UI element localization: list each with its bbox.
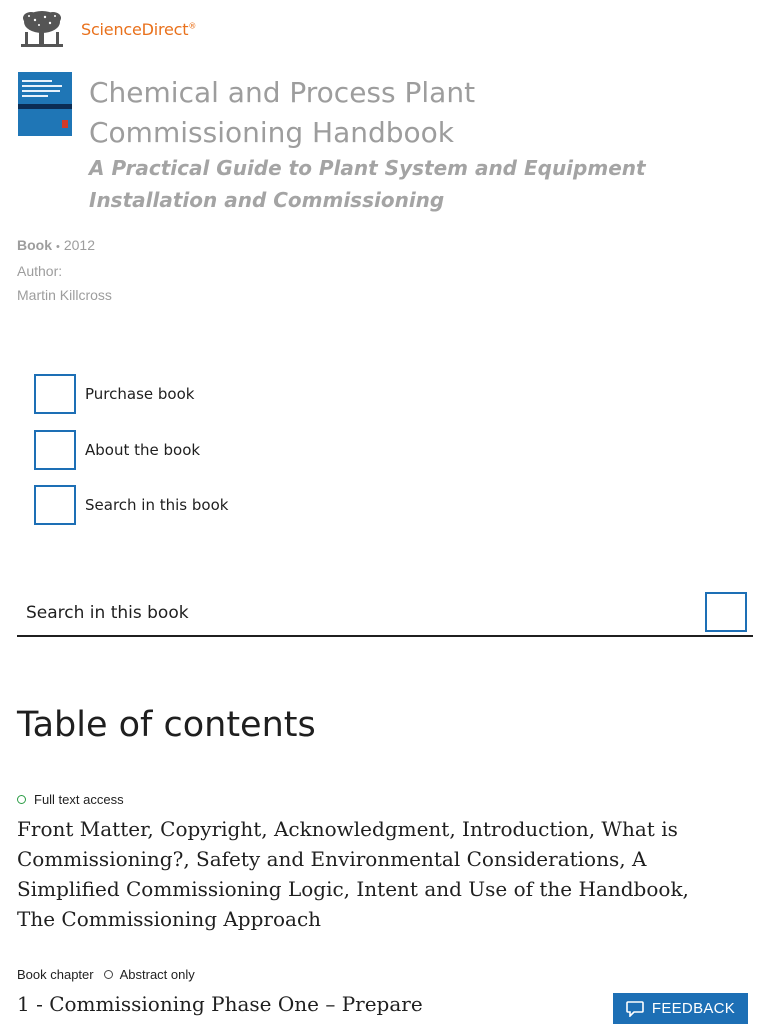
feedback-label: FEEDBACK	[651, 1000, 736, 1017]
book-subtitle: A Practical Guide to Plant System and Equipment Installation and Commissioning	[89, 156, 646, 212]
book-search-bar	[17, 590, 753, 637]
book-type: Book	[17, 237, 52, 253]
site-header	[17, 8, 196, 50]
elsevier-tree-icon[interactable]	[17, 8, 67, 50]
speech-bubble-icon	[626, 1001, 644, 1017]
book-year: 2012	[63, 237, 96, 253]
toc-heading: Table of contents	[17, 705, 316, 745]
access-label: Full text access	[34, 792, 124, 807]
full-text-access-badge	[17, 792, 124, 807]
chapter-meta	[17, 967, 195, 982]
about-book-label: About the book	[85, 440, 201, 459]
about-book-button[interactable]	[34, 430, 228, 470]
sciencedirect-logo[interactable]: ScienceDirect®	[81, 19, 197, 39]
toc-item-chapter-1[interactable]: 1 - Commissioning Phase One – Prepare	[17, 992, 423, 1016]
author-label: Author:	[17, 263, 63, 279]
author-name[interactable]: Martin Killcross	[17, 287, 112, 303]
search-in-book-icon	[34, 485, 76, 525]
search-input[interactable]	[26, 600, 686, 626]
purchase-book-label: Purchase book	[85, 385, 195, 403]
book-meta: Book • 2012 Author: Martin Killcross	[17, 233, 112, 307]
purchase-book-icon	[34, 374, 76, 414]
search-in-book-label: Search in this book	[85, 496, 229, 514]
about-book-icon	[34, 430, 76, 470]
feedback-button[interactable]	[613, 993, 748, 1024]
open-circle-icon	[17, 795, 26, 804]
book-title: Chemical and Process Plant Commissioning Handbook	[89, 76, 476, 149]
chapter-kind: Book chapter	[17, 967, 94, 982]
search-submit-button[interactable]	[705, 592, 747, 632]
search-in-book-button[interactable]	[34, 485, 228, 525]
book-cover-image	[18, 72, 72, 136]
chapter-access: Abstract only	[119, 967, 195, 982]
book-actions	[34, 374, 228, 541]
purchase-book-button[interactable]	[34, 374, 228, 414]
abstract-circle-icon	[104, 970, 113, 979]
toc-item-front-matter[interactable]: Front Matter, Copyright, Acknowledgment, Introduction, What is Commissioning?, Safety and Environmental Considerations, A Simplified Commissioning Logic, Intent and Use of the Handbook, The Commissioning Approach	[17, 817, 689, 931]
